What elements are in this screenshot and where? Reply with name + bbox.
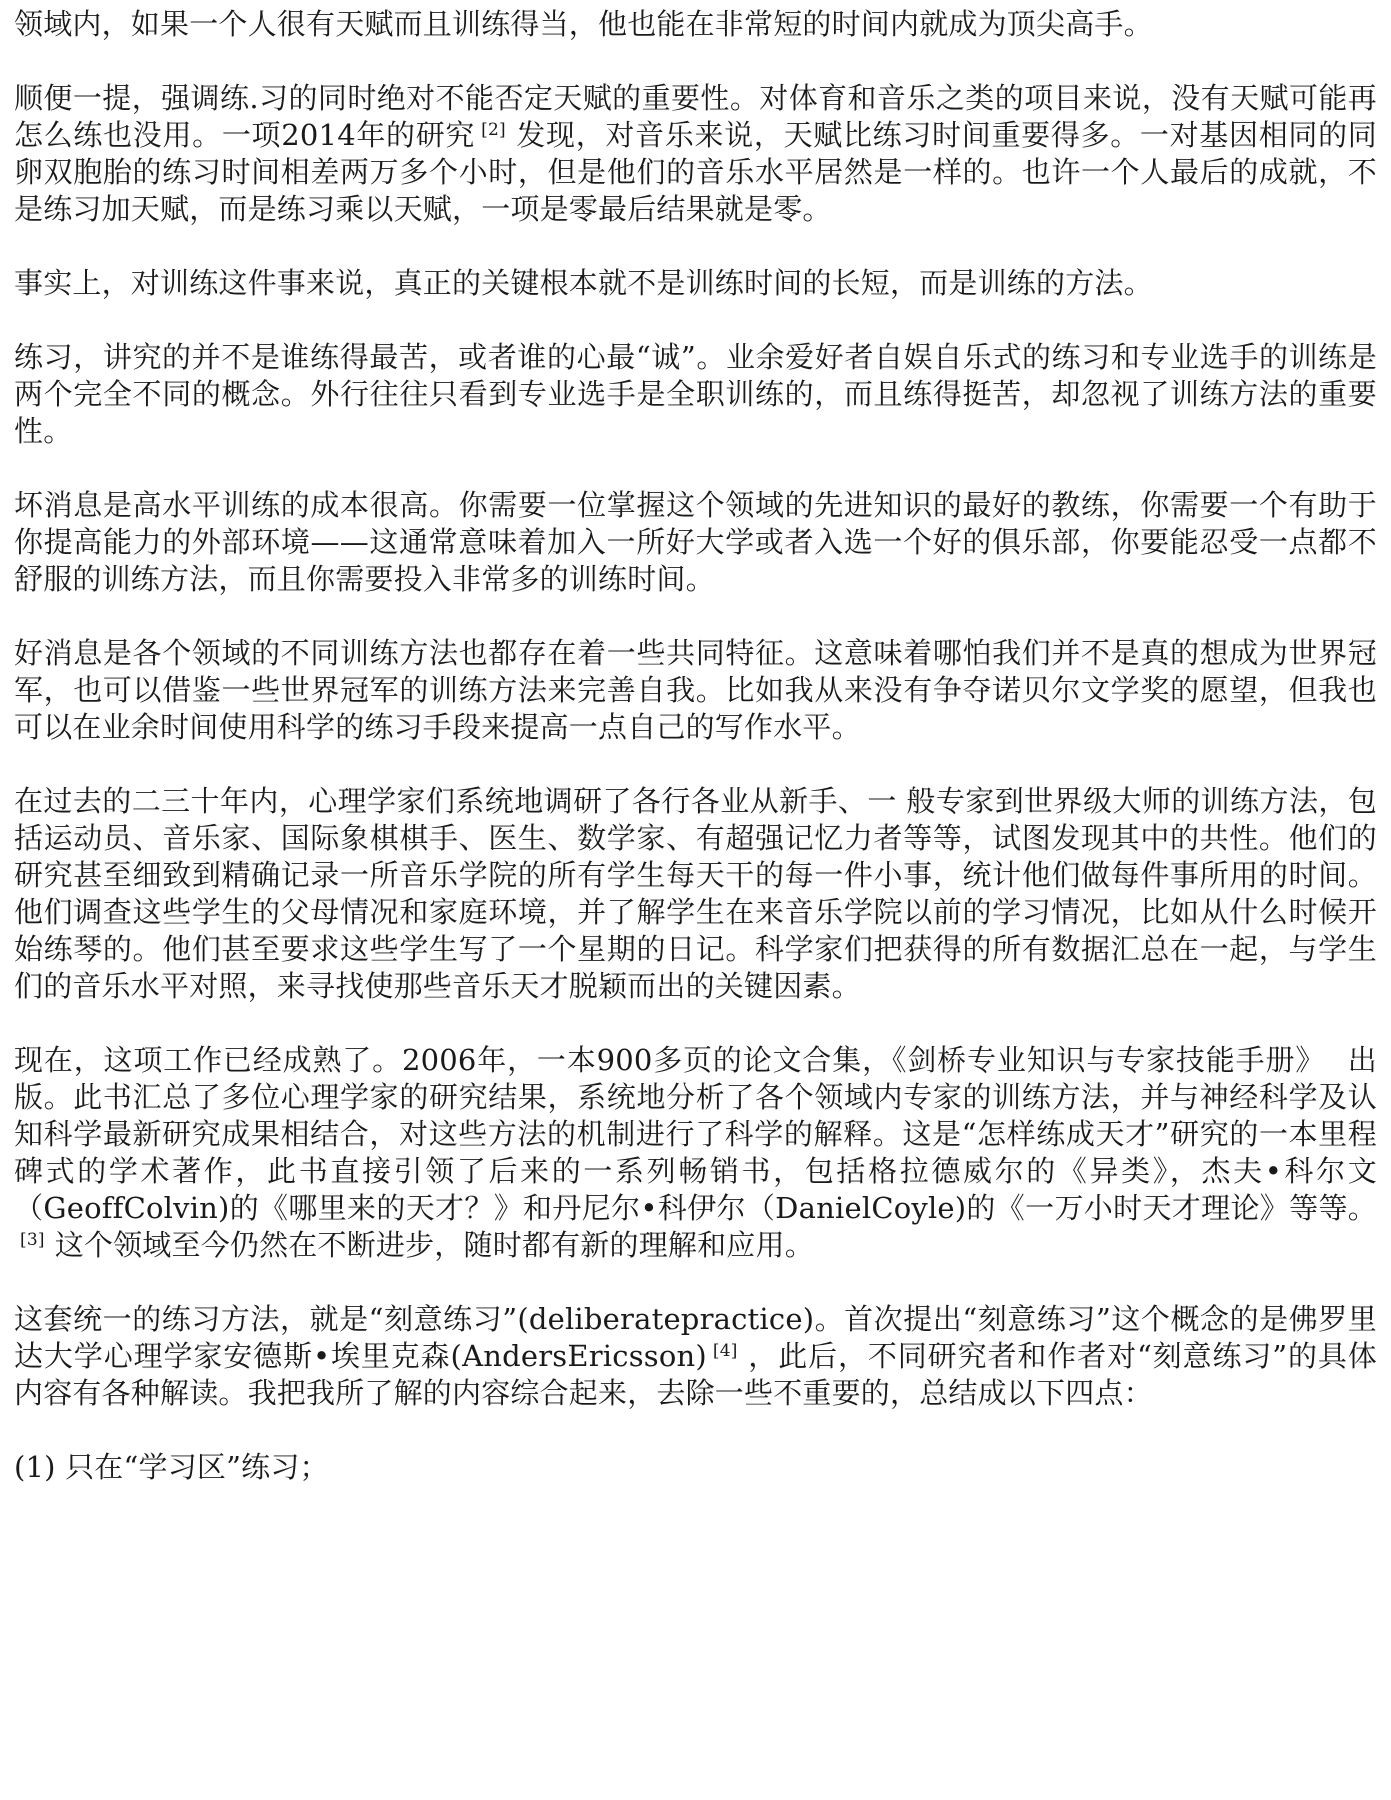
paragraph-text: 出版。此书汇总了多位心理学家的研究结果，系统地分析了各个领域内专家的训练方法，并与神经科学及认知科学最新研究成果相结合，对这些方法的机制进行了科学的解释。这是“怎样练成天才”研究的一本里程碑式的学术著作，此书直接引领了后来的一系列畅销书，包括格拉德威尔的《异类》，杰夫•科尔文（GeoffColvin)的《哪里来的天才？》和丹尼尔•科伊尔（DanielCoyle)的《一万小时天才理论》等等。: [14, 1043, 1378, 1225]
paragraph-5: [14, 487, 1377, 598]
paragraph-3: [14, 265, 1377, 302]
paragraph-text: ，此后，不同研究者和作者对“刻意练习”的具体内容有各种解读。我把我所了解的内容综合起来，去除一些不重要的，总结成以下四点：: [14, 1339, 1377, 1410]
paragraph-9: [14, 1301, 1377, 1412]
paragraph-text: 这套统一的练习方法，就是“刻意练习”(deliberatepractice)。首次提出“刻意练习”这个概念的是佛罗里达大学心理学家安德斯•埃里克森(AndersEricsson): [14, 1302, 1377, 1373]
paragraph-6: [14, 635, 1377, 746]
paragraph-1: [14, 6, 1377, 43]
paragraph-text: 顺便一提，强调练.习的同时绝对不能否定天赋的重要性。对体育和音乐之类的项目来说，没有天赋可能再怎么练也没用。一项2014年的研究: [14, 81, 1377, 152]
paragraph-4: [14, 339, 1377, 450]
paragraph-text: 事实上，对训练这件事来说，真正的关键根本就不是训练时间的长短，而是训练的方法。: [14, 266, 1153, 300]
paragraph-8: [14, 1042, 1377, 1264]
paragraph-2: [14, 80, 1377, 228]
paragraph-text: 坏消息是高水平训练的成本很高。你需要一位掌握这个领域的先进知识的最好的教练，你需要一个有助于你提高能力的外部环境——这通常意味着加入一所好大学或者入选一个好的俱乐部，你要能忍受一点都不舒服的训练方法，而且你需要投入非常多的训练时间。: [14, 488, 1377, 596]
paragraph-text: 发现，对音乐来说，天赋比练习时间重要得多。一对基因相同的同卵双胞胎的练习时间相差两万多个小时，但是他们的音乐水平居然是一样的。也许一个人最后的成就，不是练习加天赋，而是练习乘以天赋，一项是零最后结果就是零。: [14, 118, 1377, 226]
paragraph-text: 在过去的二三十年内，心理学家们系统地调研了各行各业从新手、一 般专家到世界级大师的训练方法，包括运动员、音乐家、国际象棋棋手、医生、数学家、有超强记忆力者等等，试图发现其中的共性。他们的研究甚至细致到精确记录一所音乐学院的所有学生每天干的每一件小事，统计他们做每件事所用的时间。他们调查这些学生的父母情况和家庭环境，并了解学生在来音乐学院以前的学习情况，比如从什么时候开始练琴的。他们甚至要求这些学生写了一个星期的日记。科学家们把获得的所有数据汇总在一起，与学生们的音乐水平对照，来寻找使那些音乐天才脱颖而出的关键因素。: [14, 784, 1377, 1003]
paragraph-text: 现在，这项工作已经成熟了。2006年，一本900多页的论文合集，《剑桥专业知识与专家技能手册》: [14, 1043, 1326, 1077]
paragraph-text: 这个领域至今仍然在不断进步，随时都有新的理解和应用。: [54, 1228, 814, 1262]
paragraph-7: [14, 783, 1377, 1005]
footnote-ref-4[interactable]: [4]: [712, 1341, 738, 1361]
paragraph-text: 练习，讲究的并不是谁练得最苦，或者谁的心最“诚”。业余爱好者自娱自乐式的练习和专业选手的训练是两个完全不同的概念。外行往往只看到专业选手是全职训练的，而且练得挺苦，却忽视了训练方法的重要性。: [14, 340, 1377, 448]
paragraph-text: 好消息是各个领域的不同训练方法也都存在着一些共同特征。这意味着哪怕我们并不是真的想成为世界冠军，也可以借鉴一些世界冠军的训练方法来完善自我。比如我从来没有争夺诺贝尔文学奖的愿望，但我也可以在业余时间使用科学的练习手段来提高一点自己的写作水平。: [14, 636, 1377, 744]
footnote-ref-2[interactable]: [2]: [481, 120, 506, 140]
paragraph-text: (1) 只在“学习区”练习；: [14, 1450, 329, 1484]
paragraph-text: 领域内，如果一个人很有天赋而且训练得当，他也能在非常短的时间内就成为顶尖高手。: [14, 7, 1153, 41]
paragraph-10: [14, 1449, 1377, 1486]
footnote-ref-3[interactable]: [3]: [20, 1230, 45, 1250]
